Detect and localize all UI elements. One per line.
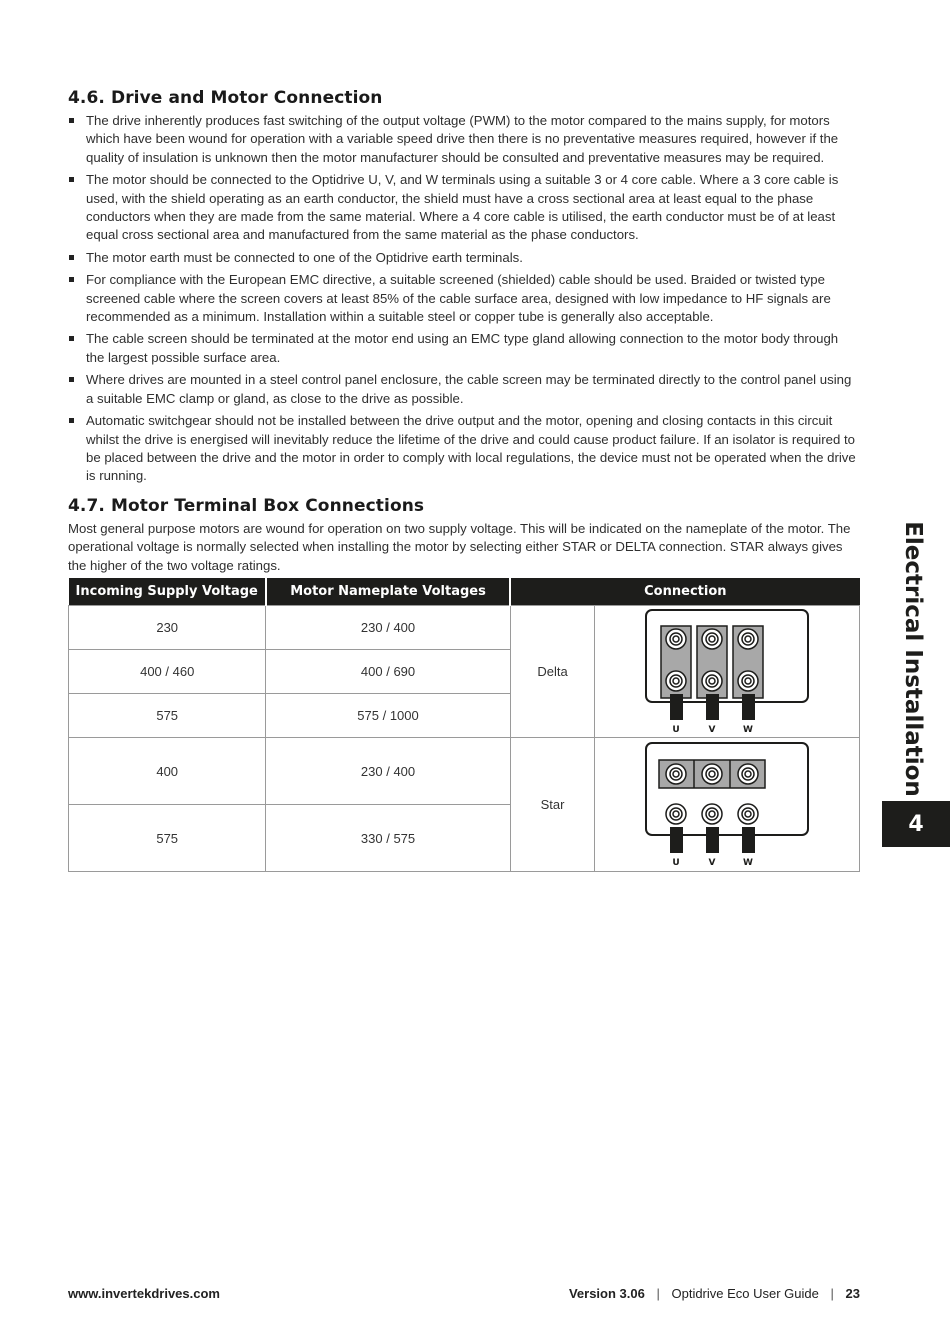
terminal-label-u: U — [672, 857, 680, 868]
table-row — [69, 606, 860, 650]
footer-right — [569, 1286, 860, 1301]
terminal-label-v: V — [708, 724, 716, 735]
page-content — [68, 88, 860, 575]
terminal-label-w: W — [743, 857, 754, 868]
bullet-item: Where drives are mounted in a steel control panel enclosure, the cable screen may be terminated directly to the control panel using a suitable EMC clamp or gland, as close to the drive as possible. — [68, 371, 860, 408]
table-header-row — [69, 578, 860, 606]
supply-voltage-cell: 400 / 460 — [69, 650, 266, 694]
section-heading-4-6: 4.6. Drive and Motor Connection — [68, 88, 383, 108]
header-connection: Connection — [510, 578, 859, 606]
bullet-item: Automatic switchgear should not be installed between the drive output and the motor, opening and closing contacts in this circuit whilst the drive is energised will inevitably reduce the lifetime of the drive and could cause product failure. If an isolator is required to be placed between the drive and the motor in order to comply with local regulations, the device must not be operated when the drive is running. — [68, 412, 860, 486]
side-section-title-text: Electrical Installation — [900, 521, 926, 797]
supply-voltage-cell: 575 — [69, 694, 266, 738]
bullet-item: The motor should be connected to the Optidrive U, V, and W terminals using a suitable 3 or 4 core cable. Where a 3 core cable is used, with the shield operating as an earth conductor, the shield must have a cross sectional area at least equal to the phase conductors when they are made from the same material. Where a 4 core cable is utilised, the earth conductor must be of at least equal cross sectional area and manufactured from the same material as the phase conductors. — [68, 171, 860, 245]
star-diagram-cell — [595, 738, 860, 872]
terminal-connection-table — [68, 578, 860, 872]
header-incoming-supply-voltage: Incoming Supply Voltage — [69, 578, 266, 606]
footer-separator: | — [830, 1286, 834, 1301]
star-cable-leads — [670, 827, 755, 853]
delta-cable-leads — [670, 694, 755, 720]
terminal-label-v: V — [708, 857, 716, 868]
side-section-title — [893, 521, 933, 797]
delta-terminal-diagram — [642, 608, 812, 736]
supply-voltage-cell: 230 — [69, 606, 266, 650]
footer-page-number: 23 — [845, 1286, 860, 1301]
chapter-tab: 4 — [882, 801, 950, 847]
footer-separator: | — [656, 1286, 660, 1301]
star-terminal-diagram — [642, 741, 812, 869]
connection-type-delta: Delta — [510, 606, 595, 738]
delta-diagram-cell — [595, 606, 860, 738]
footer-website: www.invertekdrives.com — [68, 1286, 220, 1301]
connection-type-star: Star — [510, 738, 595, 872]
bullet-item: The motor earth must be connected to one of the Optidrive earth terminals. — [68, 249, 860, 267]
nameplate-voltage-cell: 230 / 400 — [266, 738, 510, 805]
section-4-7-intro: Most general purpose motors are wound for operation on two supply voltage. This will be indicated on the nameplate of the motor. The operational voltage is normally selected when installing the motor by selecting either STAR or DELTA connection. STAR always gives the higher of the two voltage ratings. — [68, 520, 851, 573]
bullet-item: For compliance with the European EMC directive, a suitable screened (shielded) cable should be used. Braided or twisted type screened cable where the screen covers at least 85% of the cable surface area, designed with low impedance to HF signals are recommended as a minimum. Installation within a suitable steel or copper tube is generally also acceptable. — [68, 271, 860, 326]
footer-guide-title: Optidrive Eco User Guide — [671, 1286, 819, 1301]
supply-voltage-cell: 575 — [69, 805, 266, 872]
nameplate-voltage-cell: 230 / 400 — [266, 606, 510, 650]
nameplate-voltage-cell: 400 / 690 — [266, 650, 510, 694]
bullet-item: The cable screen should be terminated at the motor end using an EMC type gland allowing connection to the motor body through the largest possible surface area. — [68, 330, 860, 367]
footer-version: Version 3.06 — [568, 1286, 645, 1301]
bullet-item: The drive inherently produces fast switching of the output voltage (PWM) to the motor compared to the mains supply, for motors which have been wound for operation with a variable speed drive then there is no preventative measures required, however if the quality of insulation is unknown then the motor manufacturer should be consulted and preventative measures may be required. — [68, 112, 860, 167]
nameplate-voltage-cell: 330 / 575 — [266, 805, 510, 872]
nameplate-voltage-cell: 575 / 1000 — [266, 694, 510, 738]
table-row — [69, 738, 860, 805]
section-heading-4-7: 4.7. Motor Terminal Box Connections — [68, 495, 425, 516]
terminal-label-u: U — [672, 724, 680, 735]
header-motor-nameplate-voltages: Motor Nameplate Voltages — [266, 578, 510, 606]
terminal-label-w: W — [743, 724, 754, 735]
supply-voltage-cell: 400 — [69, 738, 266, 805]
bullet-list-4-6 — [68, 112, 860, 486]
